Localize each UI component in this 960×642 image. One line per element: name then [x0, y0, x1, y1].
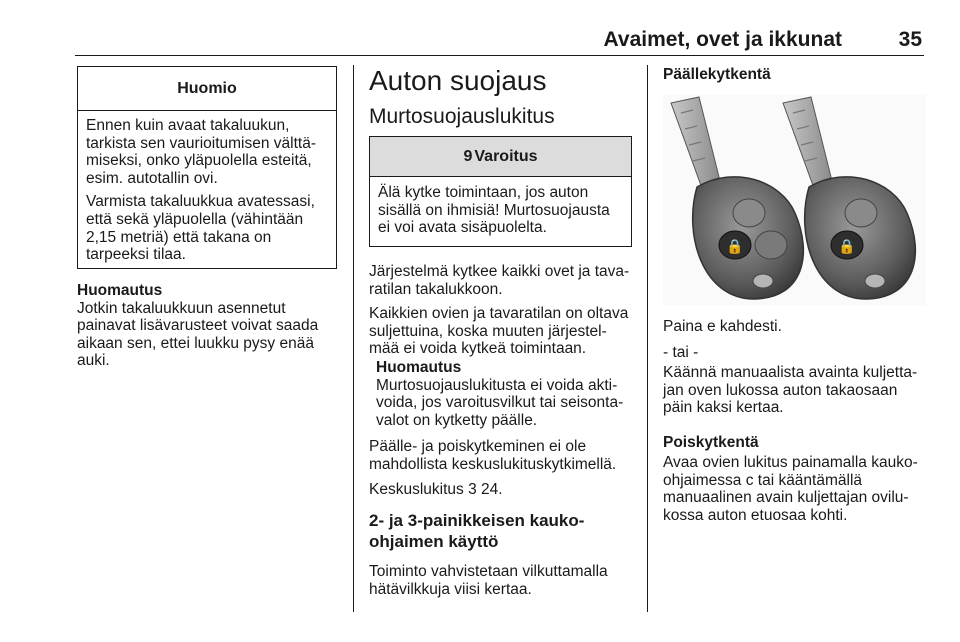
paragraph: Keskuslukitus 3 24. [369, 481, 503, 498]
svg-text:🔒: 🔒 [838, 239, 856, 255]
warning-icon: 9 [463, 148, 473, 165]
paragraph: - tai - [663, 344, 699, 361]
paragraph: Avaa ovien lukitus painamalla kauko-ohjaimessa c tai kääntämällä manuaalinen avain kuljettajan ovilu-kossa auton etuosaa kohti. [663, 454, 918, 524]
page-header [0, 0, 960, 62]
notice-paragraph: Varmista takaluukkua avatessasi, että sekä yläpuolella (vähintään 2,15 metriä) että takana on tarpeeksi tilaa. [86, 193, 315, 264]
key-fob [671, 97, 803, 299]
warning-box [369, 136, 632, 247]
paragraph: Kaikkien ovien ja tavaratilan on oltava suljettuina, koska muuten järjestel-mää ei voida kytkeä toimintaan. [369, 305, 629, 358]
notice-box [77, 66, 337, 269]
key-fob [783, 97, 915, 299]
sub-heading: 2- ja 3-painikkeisen kauko-ohjaimen käyttö [369, 511, 585, 551]
warning-header [370, 137, 631, 177]
remote-keys-image [663, 95, 926, 305]
sub-heading: Päällekytkentä [663, 66, 771, 83]
paragraph: Päälle- ja poiskytkeminen ei ole mahdollista keskuslukituskytkimellä. [369, 438, 617, 473]
paragraph: Käännä manuaalista avainta kuljetta-jan oven lukossa auton takaosaan päin kaksi kertaa. [663, 364, 918, 417]
paragraph: Järjestelmä kytkee kaikki ovet ja tava-ratilan takalukkoon. [369, 263, 630, 298]
column-divider [353, 65, 354, 612]
car-keys-illustration [663, 95, 926, 305]
remark-text: Murtosuojauslukitusta ei voida akti-voida, jos varoitusvilkut tai seisonta-valot on kytketty päälle. [376, 376, 624, 429]
remark-block [376, 359, 636, 429]
column-divider [647, 65, 648, 612]
notice-paragraph: Ennen kuin avaat takaluukun, tarkista sen vaurioitumisen välttä-miseksi, onko yläpuolella esteitä, esim. autotallin ovi. [86, 117, 317, 187]
svg-text:🔒: 🔒 [726, 239, 744, 255]
remark-block [77, 282, 339, 370]
notice-title: Huomio [78, 67, 336, 111]
paragraph: Paina e kahdesti. [663, 318, 782, 335]
remark-text: Jotkin takaluukkuun asennetut painavat lisävarusteet voivat saada aikaan sen, ettei luukku pysy enää auki. [77, 299, 319, 370]
section-title: Avaimet, ovet ja ikkunat [603, 28, 842, 51]
remark-title: Huomautus [77, 282, 163, 299]
header-rule [75, 55, 924, 56]
paragraph: Toiminto vahvistetaan vilkuttamalla hätävilkkuja viisi kertaa. [369, 563, 608, 598]
warning-text: Älä kytke toimintaan, jos auton sisällä on ihmisiä! Murtosuojausta ei voi avata sisäpuolelta. [378, 184, 610, 237]
page-number: 35 [898, 28, 922, 51]
sub-heading: Murtosuojauslukitus [369, 105, 555, 128]
main-heading: Auton suojaus [369, 65, 547, 96]
remark-title: Huomautus [376, 359, 462, 376]
sub-heading: Poiskytkentä [663, 434, 759, 451]
warning-title: Varoitus [474, 148, 538, 165]
